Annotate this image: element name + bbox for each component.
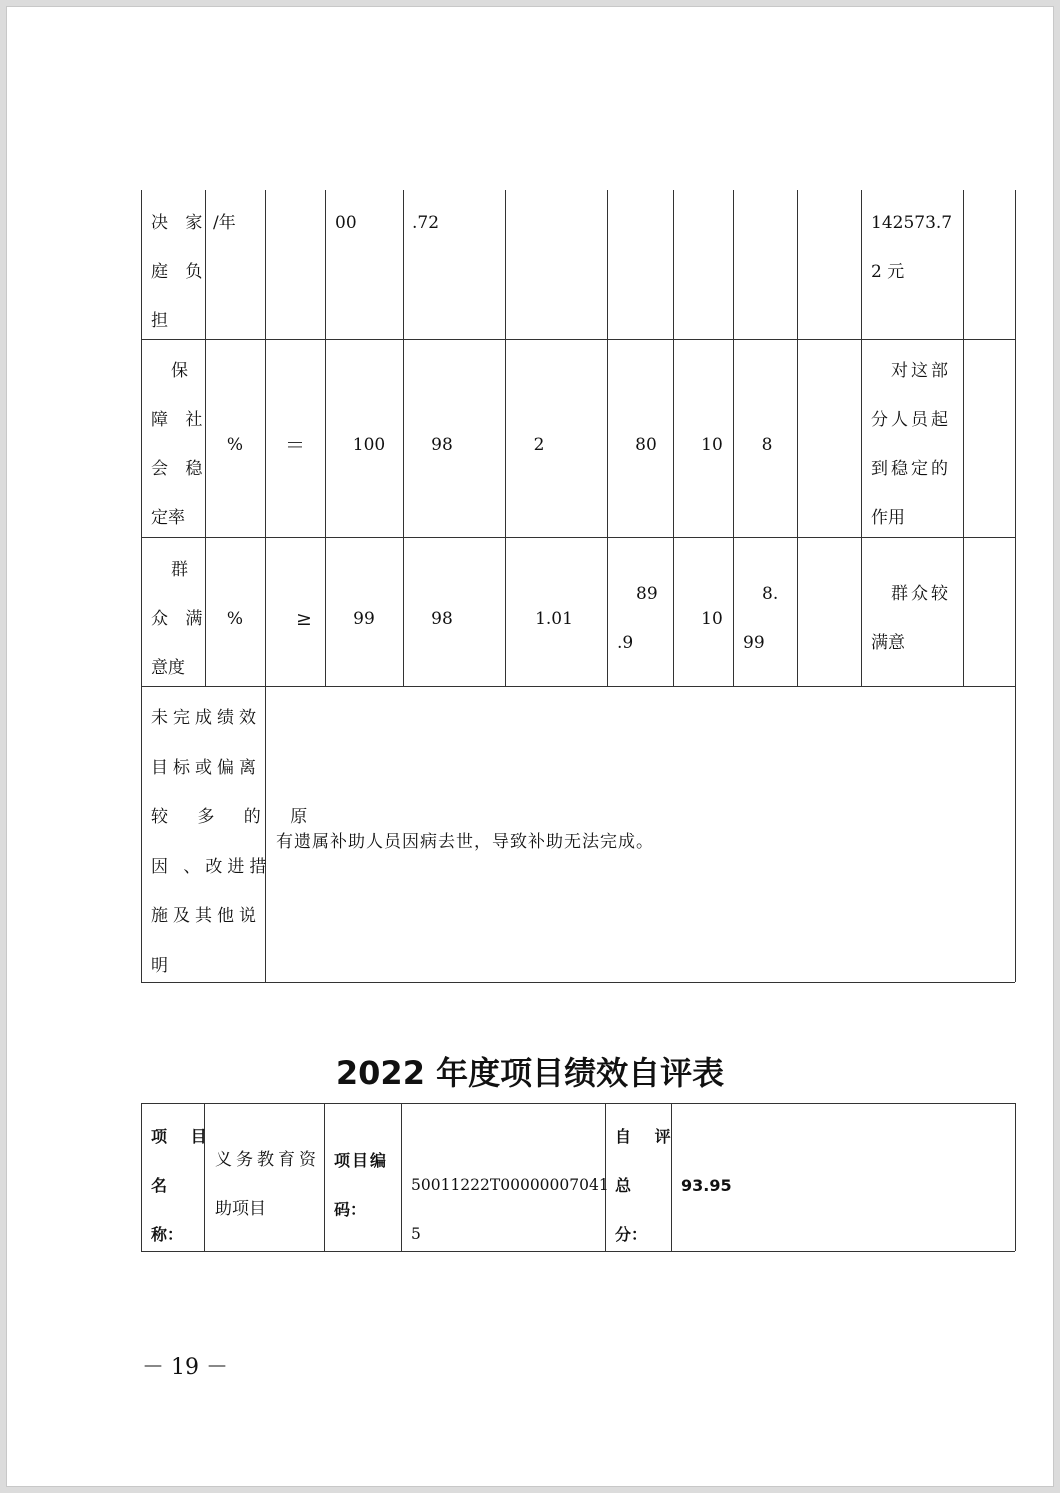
unit-cell: % <box>226 435 244 455</box>
project-code-label: 项目编 码： <box>334 1151 389 1219</box>
note-cell: 142573.7 2 元 <box>871 213 953 282</box>
target-value: 99 <box>353 609 375 629</box>
target-value: 00 <box>335 213 357 233</box>
unit-cell: /年 <box>213 213 236 233</box>
table-rule <box>401 1103 402 1251</box>
indicator-name: 决 家 庭 负 担 <box>151 213 209 331</box>
unit-cell: % <box>226 609 244 629</box>
completion-value: 89 .9 <box>617 584 658 653</box>
score-value: 8. 99 <box>743 584 779 653</box>
self-score-label: 自 评 总 分： <box>615 1127 680 1244</box>
table-rule <box>141 339 1015 340</box>
note-cell: 群众较 满意 <box>871 584 951 653</box>
deviation-value: 1.01 <box>535 609 573 629</box>
table-rule <box>963 190 964 686</box>
score-value: 8 <box>761 435 773 455</box>
self-score-value: 93.95 <box>681 1176 732 1195</box>
reason-label: 未完成绩效 目标或偏离 较 多 的 原 因 、改进措 施及其他说 明 <box>151 708 320 976</box>
project-name-value: 义务教育资 助项目 <box>215 1150 320 1219</box>
note-cell: 对这部 分人员起 到稳定的 作用 <box>871 361 951 528</box>
actual-value: 98 <box>431 609 453 629</box>
deviation-value: 2 <box>533 435 545 455</box>
table-rule <box>1015 1103 1016 1251</box>
indicator-name: 群 众 满 意度 <box>151 560 209 678</box>
project-name-label: 项 目 名 称： <box>151 1127 216 1244</box>
operator-cell: ＝ <box>285 433 305 457</box>
completion-value: 80 <box>635 435 657 455</box>
reason-text: 有遗属补助人员因病去世，导致补助无法完成。 <box>276 832 654 852</box>
page-number: － 19 － <box>142 1355 228 1380</box>
table-rule <box>861 190 862 686</box>
actual-value: 98 <box>431 435 453 455</box>
table-rule <box>1015 190 1016 982</box>
table-rule <box>324 1103 325 1251</box>
target-value: 100 <box>352 435 386 455</box>
form-title: 2022 年度项目绩效自评表 <box>335 1054 725 1092</box>
operator-cell: ≥ <box>296 608 312 630</box>
indicator-name: 保 障 社 会 稳 定率 <box>151 361 209 528</box>
project-code-value: 50011222T00000007041 5 <box>411 1176 609 1243</box>
table-rule <box>141 190 142 982</box>
weight-value: 10 <box>701 435 723 455</box>
table-rule <box>141 1103 142 1251</box>
table-rule <box>141 686 1015 687</box>
table-rule <box>141 1103 1015 1104</box>
actual-value: .72 <box>412 213 440 233</box>
weight-value: 10 <box>701 609 723 629</box>
